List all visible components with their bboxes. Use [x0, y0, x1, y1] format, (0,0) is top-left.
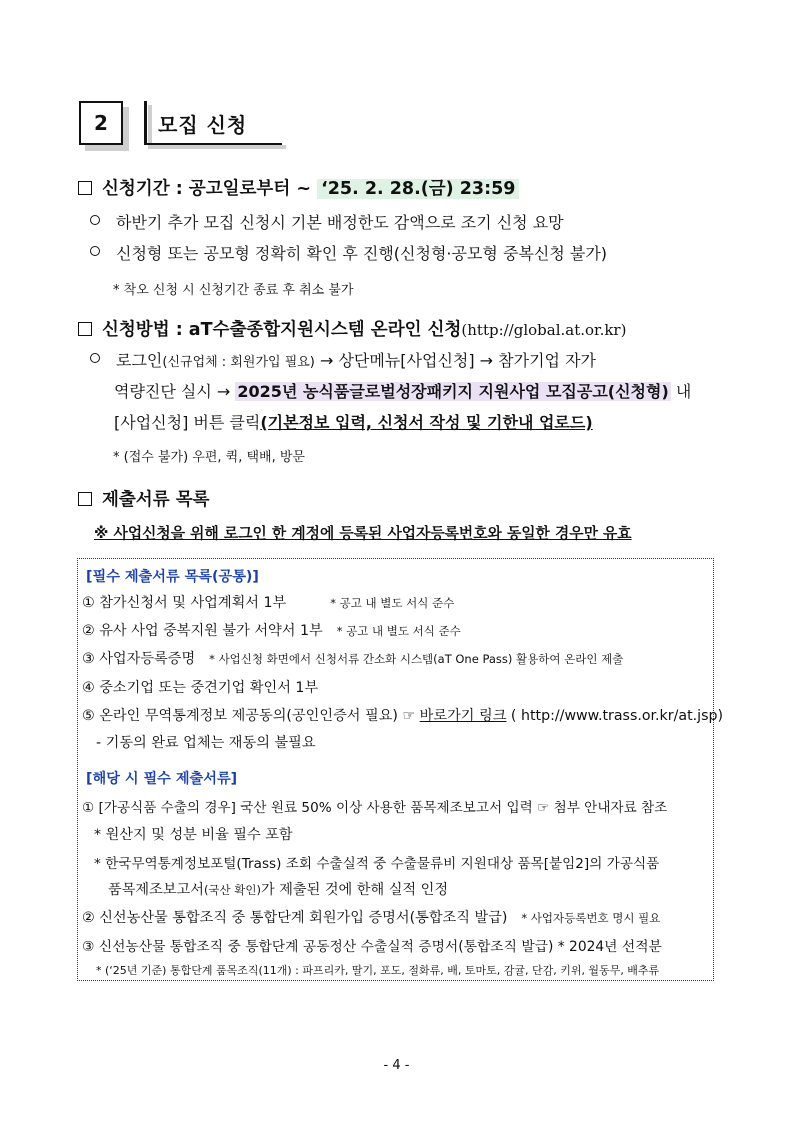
method-instructions: (기본정보 입력, 신청서 작성 및 기한내 업로드) — [260, 413, 593, 432]
conditional-item-3: ③ 신선농산물 통합조직 중 통합단계 공동정산 수출실적 증명서(통합조직 발급) * 2024년 선적분 — [82, 939, 662, 955]
period-note: * 착오 신청 시 신청기간 종료 후 취소 불가 — [113, 283, 354, 298]
conditional-item-2: ② 신선농산물 통합조직 중 통합단계 회원가입 증명서(통합조직 발급) * 사업자등록번호 명시 필요 — [82, 910, 661, 926]
deadline: ‘25. 2. 28.(금) 23:59 — [317, 179, 519, 199]
circle-bullet-icon — [90, 215, 100, 225]
conditional-item-1-sub-1: * 원산지 및 성분 비율 필수 포함 — [94, 827, 293, 843]
documents-warning: ※ 사업신청을 위해 로그인 한 계정에 등록된 사업자등록번호와 동일한 경우만 유효 — [94, 525, 632, 542]
required-item-1: ① 참가신청서 및 사업계획서 1부 * 공고 내 별도 서식 준수 — [82, 595, 455, 611]
method-line-1: 로그인(신규업체 : 회원가입 필요) → 상단메뉴[사업신청] → 참가기업 자가 — [90, 348, 596, 371]
checkbox-square-icon — [78, 181, 92, 195]
conditional-item-1: ① [가공식품 수출의 경우] 국산 원료 50% 이상 사용한 품목제조보고서 입력 ☞ 첨부 안내자료 참조 — [82, 800, 668, 816]
conditional-item-1-sub-2: * 한국무역통계정보포털(Trass) 조회 수출실적 중 수출물류비 지원대상 품목[붙임2]의 가공식품 — [94, 856, 660, 872]
required-item-5: ⑤ 온라인 무역통계정보 제공동의(공인인증서 필요) ☞ 바로가기 링크 ( http://www.trass.or.kr/at.jsp) — [82, 708, 724, 724]
period-bullet-2: 신청형 또는 공모형 정확히 확인 후 진행(신청형·공모형 중복신청 불가) — [90, 241, 607, 264]
conditional-title: [해당 시 필수 제출서류] — [86, 771, 238, 787]
required-item-2: ② 유사 사업 중복지원 불가 서약서 1부 * 공고 내 별도 서식 준수 — [82, 623, 461, 639]
section-title: 모집 신청 — [158, 113, 248, 137]
section-title-box — [144, 101, 294, 145]
required-item-4: ④ 중소기업 또는 중견기업 확인서 1부 — [82, 680, 319, 696]
section-number-box — [79, 101, 123, 145]
page-number: - 4 - — [383, 1058, 410, 1073]
required-item-3: ③ 사업자등록증명 * 사업신청 화면에서 신청서류 간소화 시스템(aT One Pass) 활용하여 온라인 제출 — [82, 651, 624, 667]
required-item-5-sub: - 기동의 완료 업체는 재동의 불필요 — [96, 735, 316, 751]
method-url: (http://global.at.or.kr) — [461, 321, 627, 339]
method-line-2: 역량진단 실시 → 2025년 농식품글로벌성장패키지 지원사업 모집공고(신청형) 내 — [114, 382, 692, 401]
period-bullet-1: 하반기 추가 모집 신청시 기본 배정한도 감액으로 조기 신청 요망 — [90, 210, 564, 233]
trass-shortcut-link[interactable]: 바로가기 링크 — [419, 708, 507, 724]
checkbox-square-icon — [78, 492, 92, 506]
circle-bullet-icon — [90, 246, 100, 256]
method-note: * (접수 불가) 우편, 퀵, 택배, 방문 — [113, 450, 305, 465]
checkbox-square-icon — [78, 322, 92, 336]
conditional-item-3-note: * (‘25년 기준) 통합단계 품목조직(11개) : 파프리카, 딸기, 포도, 절화류, 배, 토마토, 감귤, 단감, 키위, 월동무, 배추류 — [96, 964, 660, 977]
period-heading: 신청기간 : 공고일로부터 ~ ‘25. 2. 28.(금) 23:59 — [78, 175, 519, 200]
required-title: [필수 제출서류 목록(공통)] — [86, 569, 259, 585]
documents-heading: 제출서류 목록 — [78, 486, 210, 511]
method-heading: 신청방법 : aT수출종합지원시스템 온라인 신청(http://global.at.or.kr) — [78, 316, 626, 341]
method-line-3: [사업신청] 버튼 클릭(기본정보 입력, 신청서 작성 및 기한내 업로드) — [114, 413, 593, 432]
notice-title-highlight: 2025년 농식품글로벌성장패키지 지원사업 모집공고(신청형) — [237, 382, 669, 401]
circle-bullet-icon — [90, 353, 100, 363]
conditional-item-1-sub-3: 품목제조보고서(국산 확인)가 제출된 것에 한해 실적 인정 — [108, 882, 449, 898]
section-number: 2 — [94, 111, 108, 135]
